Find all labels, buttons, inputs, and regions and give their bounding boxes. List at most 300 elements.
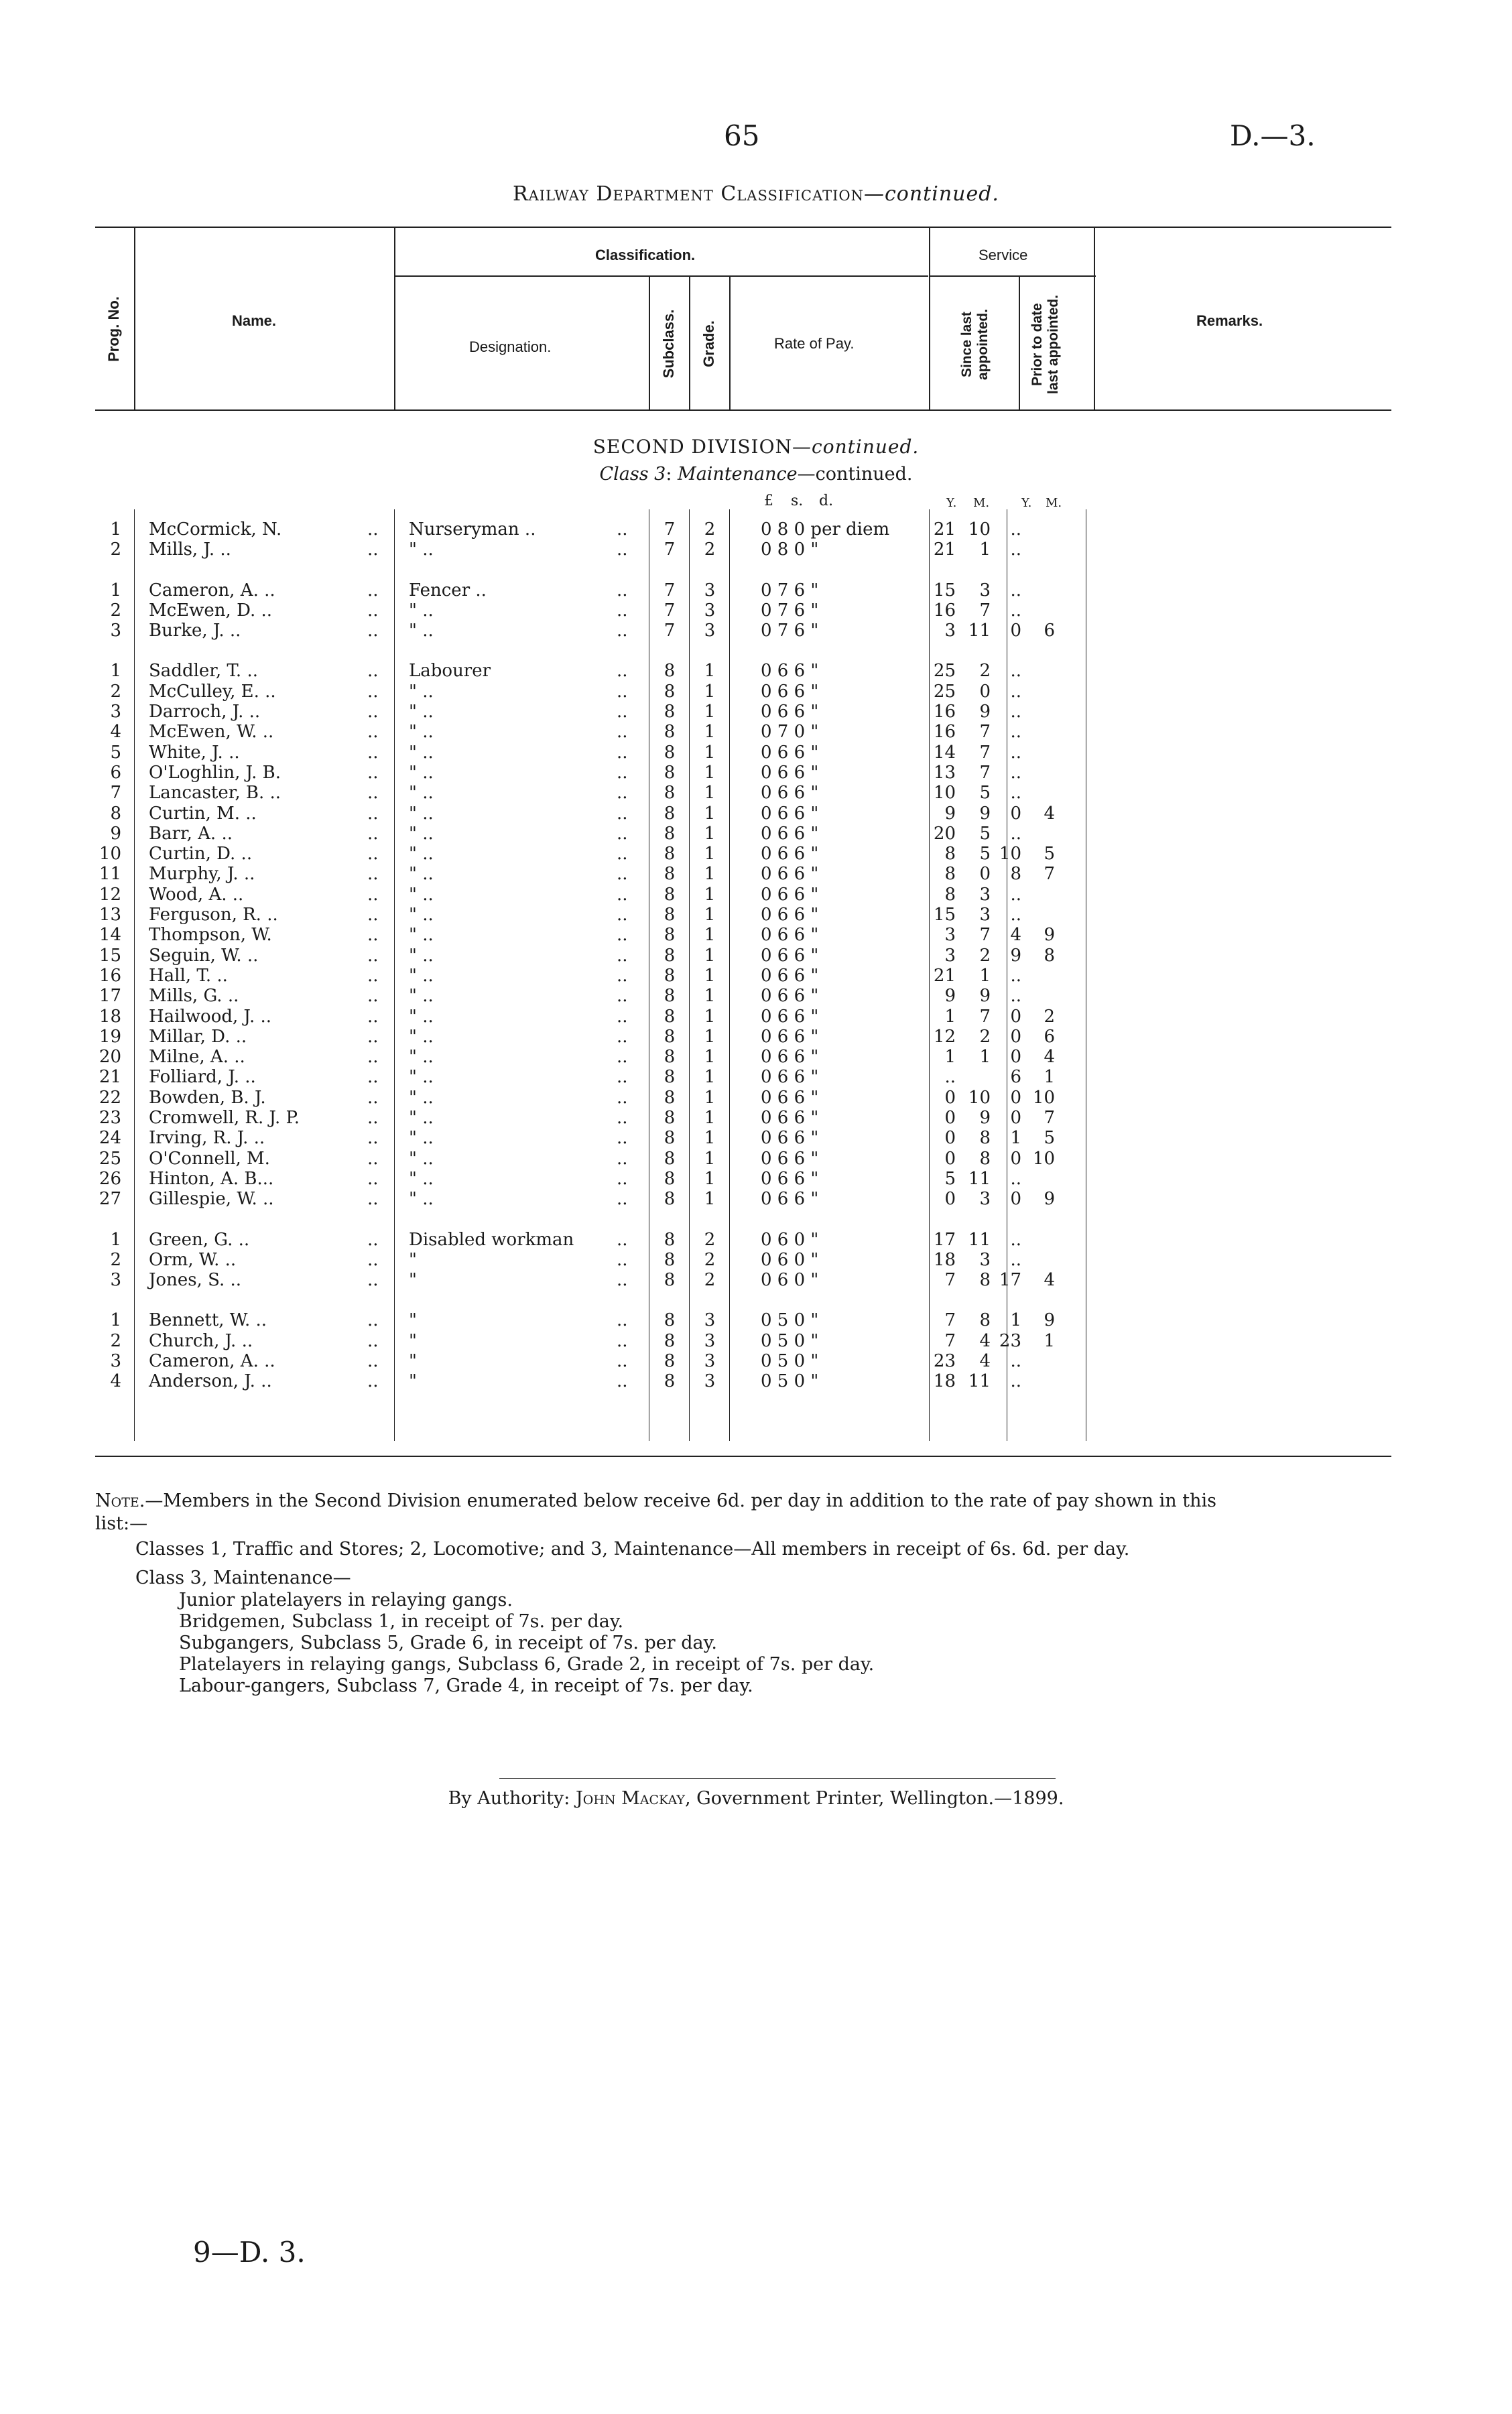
prog-number: 13 (99, 905, 121, 925)
leader-dots: .. (367, 1128, 379, 1148)
leader-dots: .. (617, 1149, 628, 1169)
leader-dots: .. (367, 885, 379, 905)
employee-name: Hall, T. .. (149, 966, 228, 986)
section-heading (0, 436, 1512, 458)
designation: " .. (409, 1189, 434, 1209)
subclass: 8 (664, 1371, 676, 1391)
header-bottom-rule (95, 409, 1391, 411)
grade: 1 (704, 682, 716, 702)
grade: 1 (704, 783, 716, 803)
employee-name: Bennett, W. .. (149, 1310, 267, 1330)
unit-years-since: Y. (946, 496, 957, 510)
prog-number: 4 (110, 722, 121, 742)
prog-number: 6 (110, 763, 121, 783)
rate-of-pay: 0 5 0 " (761, 1331, 819, 1351)
service-since-months: 3 (979, 1189, 991, 1209)
title-continued: —continued. (864, 182, 999, 206)
table-row (0, 1088, 1512, 1108)
leader-dots: .. (367, 1149, 379, 1169)
leader-dots: .. (367, 844, 379, 864)
employee-name: Jones, S. .. (149, 1270, 242, 1290)
subclass: 8 (664, 743, 676, 763)
subclass: 8 (664, 844, 676, 864)
vrule-3 (649, 277, 650, 411)
authority-suffix: , Government Printer, Wellington.—1899. (684, 1788, 1064, 1809)
table-row (0, 682, 1512, 702)
employee-name: Curtin, M. .. (149, 804, 257, 824)
leader-dots: .. (367, 1088, 379, 1108)
service-since-years: 7 (944, 1310, 956, 1330)
designation: " .. (409, 763, 434, 783)
grade: 3 (704, 1351, 716, 1371)
grade: 1 (704, 1088, 716, 1108)
employee-name: Seguin, W. .. (149, 946, 259, 966)
service-prior-years: 0 (1010, 1027, 1021, 1047)
leader-dots: .. (617, 1250, 628, 1270)
leader-dots: .. (367, 1270, 379, 1290)
table-row (0, 824, 1512, 844)
class-continued: —continued. (797, 464, 913, 485)
leader-dots: .. (367, 804, 379, 824)
leader-dots: .. (367, 763, 379, 783)
leader-dots: .. (367, 1371, 379, 1391)
leader-dots: .. (367, 864, 379, 884)
service-since-months: 5 (979, 783, 991, 803)
leader-dots: .. (617, 1088, 628, 1108)
employee-name: Ferguson, R. .. (149, 905, 278, 925)
employee-name: Saddler, T. .. (149, 661, 258, 681)
leader-dots: .. (617, 1027, 628, 1047)
service-since-months: 7 (979, 763, 991, 783)
service-since-months: 4 (979, 1351, 991, 1371)
service-since-years: 16 (933, 722, 956, 742)
subclass: 8 (664, 1310, 676, 1330)
leader-dots: .. (617, 763, 628, 783)
prog-number: 10 (99, 844, 121, 864)
subclass: 8 (664, 1007, 676, 1027)
rate-of-pay: 0 6 6 " (761, 1169, 819, 1189)
service-prior-months: 9 (1044, 925, 1055, 945)
service-since-months: 2 (979, 946, 991, 966)
grade: 1 (704, 824, 716, 844)
employee-name: Church, J. .. (149, 1331, 253, 1351)
grade: 2 (704, 1270, 716, 1290)
header-service: Service (979, 247, 1028, 263)
leader-dots: .. (617, 986, 628, 1006)
leader-dots: .. (367, 661, 379, 681)
prog-number: 17 (99, 986, 121, 1006)
designation: " .. (409, 539, 434, 560)
employee-name: Hailwood, J. .. (149, 1007, 272, 1027)
leader-dots: .. (617, 600, 628, 621)
service-since-months: 0 (979, 864, 991, 884)
table-row (0, 1027, 1512, 1047)
service-since-years: 8 (944, 864, 956, 884)
prog-number: 26 (99, 1169, 121, 1189)
rate-of-pay: 0 6 6 " (761, 986, 819, 1006)
subclass: 8 (664, 966, 676, 986)
note-item: Junior platelayers in relaying gangs. (179, 1590, 513, 1610)
table-row (0, 1149, 1512, 1169)
leader-dots: .. (367, 966, 379, 986)
prog-number: 3 (110, 1351, 121, 1371)
service-since-years: 3 (944, 925, 956, 945)
designation: " (409, 1310, 417, 1330)
designation: " .. (409, 722, 434, 742)
grade: 3 (704, 621, 716, 641)
service-prior-months: 4 (1044, 804, 1055, 824)
grade: 1 (704, 986, 716, 1006)
service-since-years: 16 (933, 600, 956, 621)
table-row (0, 885, 1512, 905)
printer-authority (0, 1788, 1512, 1809)
employee-name: Orm, W. .. (149, 1250, 237, 1270)
employee-name: Gillespie, W. .. (149, 1189, 274, 1209)
service-prior-years: .. (1010, 1169, 1021, 1189)
rate-of-pay: 0 6 6 " (761, 804, 819, 824)
service-prior-years: 0 (1010, 1047, 1021, 1067)
employee-name: Cameron, A. .. (149, 1351, 275, 1371)
service-since-years: 7 (944, 1270, 956, 1290)
class-label: Class 3 (599, 464, 666, 485)
page-title (0, 182, 1512, 206)
rate-of-pay: 0 6 6 " (761, 966, 819, 986)
service-prior-years: .. (1010, 519, 1021, 539)
service-prior-years: .. (1010, 783, 1021, 803)
service-since-years: 1 (944, 1007, 956, 1027)
subclass: 8 (664, 1270, 676, 1290)
table-row (0, 966, 1512, 986)
rate-of-pay: 0 8 0 " (761, 539, 819, 560)
subclass: 8 (664, 1331, 676, 1351)
rate-of-pay: 0 6 6 " (761, 824, 819, 844)
prog-number: 3 (110, 621, 121, 641)
unit-months-prior: M. (1046, 496, 1062, 510)
leader-dots: .. (367, 783, 379, 803)
header-grade: Grade. (700, 320, 717, 367)
grade: 2 (704, 1230, 716, 1250)
service-since-months: 11 (968, 621, 991, 641)
rate-of-pay: 0 5 0 " (761, 1310, 819, 1330)
grade: 2 (704, 539, 716, 560)
leader-dots: .. (617, 925, 628, 945)
note-label: Note (95, 1490, 139, 1511)
note-item: Labour-gangers, Subclass 7, Grade 4, in receipt of 7s. per day. (179, 1675, 753, 1696)
service-since-months: 11 (968, 1169, 991, 1189)
designation: " .. (409, 783, 434, 803)
service-prior-years: 0 (1010, 1088, 1021, 1108)
leader-dots: .. (617, 743, 628, 763)
table-row (0, 600, 1512, 621)
employee-name: Milne, A. .. (149, 1047, 245, 1067)
grade: 1 (704, 722, 716, 742)
rate-of-pay: 0 6 6 " (761, 1027, 819, 1047)
service-since-months: 5 (979, 844, 991, 864)
prog-number: 3 (110, 702, 121, 722)
leader-dots: .. (617, 1371, 628, 1391)
table-row (0, 864, 1512, 884)
prog-number: 24 (99, 1128, 121, 1148)
employee-name: Wood, A. .. (149, 885, 244, 905)
subclass: 8 (664, 1189, 676, 1209)
rate-of-pay: 0 6 6 " (761, 885, 819, 905)
subclass: 8 (664, 763, 676, 783)
service-prior-years: .. (1010, 1250, 1021, 1270)
leader-dots: .. (617, 1128, 628, 1148)
service-prior-years: .. (1010, 682, 1021, 702)
prog-number: 8 (110, 804, 121, 824)
rate-of-pay: 0 6 6 " (761, 1088, 819, 1108)
page-number: 65 (724, 119, 760, 152)
subclass: 8 (664, 804, 676, 824)
table-row (0, 925, 1512, 945)
leader-dots: .. (367, 1027, 379, 1047)
rate-of-pay: 0 6 6 " (761, 1108, 819, 1128)
grade: 1 (704, 925, 716, 945)
service-prior-years: .. (1010, 1230, 1021, 1250)
subclass: 8 (664, 1250, 676, 1270)
service-since-years: 5 (944, 1169, 956, 1189)
prog-number: 23 (99, 1108, 121, 1128)
employee-name: Darroch, J. .. (149, 702, 261, 722)
service-prior-years: .. (1010, 661, 1021, 681)
authority-rule (499, 1778, 1056, 1779)
leader-dots: .. (617, 1067, 628, 1087)
service-since-months: 8 (979, 1149, 991, 1169)
service-since-years: 0 (944, 1149, 956, 1169)
leader-dots: .. (617, 844, 628, 864)
unit-months-since: M. (973, 496, 990, 510)
service-since-months: 0 (979, 682, 991, 702)
prog-number: 5 (110, 743, 121, 763)
table-row (0, 946, 1512, 966)
grade: 3 (704, 600, 716, 621)
service-since-months: 9 (979, 986, 991, 1006)
service-since-years: 18 (933, 1250, 956, 1270)
subclass: 7 (664, 519, 676, 539)
leader-dots: .. (617, 1310, 628, 1330)
subclass: 8 (664, 1230, 676, 1250)
grade: 1 (704, 1149, 716, 1169)
table-row (0, 1007, 1512, 1027)
rate-of-pay: 0 6 6 " (761, 783, 819, 803)
leader-dots: .. (367, 1230, 379, 1250)
leader-dots: .. (367, 682, 379, 702)
service-prior-years: 0 (1010, 804, 1021, 824)
service-since-years: 10 (933, 783, 956, 803)
leader-dots: .. (617, 946, 628, 966)
employee-name: Murphy, J. .. (149, 864, 255, 884)
service-since-years: 14 (933, 743, 956, 763)
rate-of-pay: 0 7 0 " (761, 722, 819, 742)
employee-name: McCulley, E. .. (149, 682, 276, 702)
service-since-months: 2 (979, 661, 991, 681)
header-name: Name. (232, 312, 277, 329)
note-item: Platelayers in relaying gangs, Subclass 6, Grade 2, in receipt of 7s. per day. (179, 1654, 875, 1675)
leader-dots: .. (367, 1047, 379, 1067)
subclass: 8 (664, 885, 676, 905)
table-row (0, 702, 1512, 722)
table-row (0, 1189, 1512, 1209)
designation: " .. (409, 1007, 434, 1027)
table-row (0, 1351, 1512, 1371)
employee-name: White, J. .. (149, 743, 240, 763)
designation: " .. (409, 600, 434, 621)
leader-dots: .. (367, 722, 379, 742)
table-row (0, 1169, 1512, 1189)
rate-of-pay: 0 8 0 per diem (761, 519, 890, 539)
rate-of-pay: 0 7 6 " (761, 621, 819, 641)
leader-dots: .. (617, 539, 628, 560)
grade: 1 (704, 1169, 716, 1189)
leader-dots: .. (367, 1067, 379, 1087)
service-prior-years: .. (1010, 702, 1021, 722)
employee-name: Mills, G. .. (149, 986, 239, 1006)
designation: " .. (409, 682, 434, 702)
service-since-years: 25 (933, 661, 956, 681)
service-prior-years: .. (1010, 580, 1021, 600)
table-row (0, 722, 1512, 742)
designation: " .. (409, 1027, 434, 1047)
service-since-months: 7 (979, 1007, 991, 1027)
rate-of-pay: 0 6 0 " (761, 1250, 819, 1270)
title-main: Railway Department Classification (513, 182, 864, 206)
vrule-4 (689, 277, 690, 411)
service-since-years: 23 (933, 1351, 956, 1371)
employee-name: Green, G. .. (149, 1230, 250, 1250)
table-bottom-rule (95, 1456, 1391, 1457)
note-intro-list: list:— (95, 1513, 148, 1534)
service-since-months: 1 (979, 1047, 991, 1067)
employee-name: Barr, A. .. (149, 824, 233, 844)
leader-dots: .. (617, 864, 628, 884)
grade: 3 (704, 1310, 716, 1330)
vrule-8 (1094, 227, 1095, 411)
prog-number: 22 (99, 1088, 121, 1108)
service-prior-months: 6 (1044, 621, 1055, 641)
subclass: 8 (664, 702, 676, 722)
table-row (0, 1128, 1512, 1148)
leader-dots: .. (367, 1310, 379, 1330)
designation: " .. (409, 986, 434, 1006)
prog-number: 1 (110, 661, 121, 681)
service-prior-months: 8 (1044, 946, 1055, 966)
service-since-months: 9 (979, 1108, 991, 1128)
prog-number: 14 (99, 925, 121, 945)
leader-dots: .. (367, 1250, 379, 1270)
service-since-months: 10 (968, 1088, 991, 1108)
subclass: 7 (664, 600, 676, 621)
subclass: 8 (664, 1108, 676, 1128)
leader-dots: .. (367, 621, 379, 641)
rate-of-pay: 0 6 6 " (761, 1007, 819, 1027)
subclass: 8 (664, 661, 676, 681)
service-prior-years: .. (1010, 743, 1021, 763)
table-row (0, 621, 1512, 641)
subclass: 8 (664, 946, 676, 966)
rate-of-pay: 0 6 0 " (761, 1230, 819, 1250)
designation: " .. (409, 824, 434, 844)
service-prior-years: 1 (1010, 1128, 1021, 1148)
designation: " .. (409, 905, 434, 925)
designation: " .. (409, 743, 434, 763)
service-since-months: 9 (979, 702, 991, 722)
subclass: 8 (664, 1047, 676, 1067)
table-row (0, 844, 1512, 864)
rate-of-pay: 0 6 6 " (761, 763, 819, 783)
service-prior-years: 4 (1010, 925, 1021, 945)
service-since-months: 8 (979, 1128, 991, 1148)
grade: 3 (704, 1371, 716, 1391)
employee-name: Lancaster, B. .. (149, 783, 281, 803)
designation: " .. (409, 1088, 434, 1108)
grade: 1 (704, 885, 716, 905)
prog-number: 19 (99, 1027, 121, 1047)
designation: " (409, 1250, 417, 1270)
prog-number: 3 (110, 1270, 121, 1290)
service-since-years: 0 (944, 1088, 956, 1108)
leader-dots: .. (617, 966, 628, 986)
leader-dots: .. (617, 722, 628, 742)
vrule-7 (1019, 277, 1020, 411)
employee-name: Millar, D. .. (149, 1027, 247, 1047)
leader-dots: .. (367, 1331, 379, 1351)
table-row (0, 1067, 1512, 1087)
service-since-months: 7 (979, 925, 991, 945)
employee-name: O'Connell, M. (149, 1149, 270, 1169)
leader-dots: .. (617, 682, 628, 702)
class-heading (0, 464, 1512, 485)
table-row (0, 539, 1512, 560)
table-row (0, 1310, 1512, 1330)
leader-dots: .. (617, 702, 628, 722)
subclass: 8 (664, 1351, 676, 1371)
employee-name: Thompson, W. (149, 925, 272, 945)
employee-name: Irving, R. J. .. (149, 1128, 265, 1148)
rate-of-pay: 0 6 6 " (761, 661, 819, 681)
grade: 1 (704, 864, 716, 884)
employee-name: Bowden, B. J. (149, 1088, 266, 1108)
service-prior-years: 0 (1010, 1189, 1021, 1209)
service-since-months: 8 (979, 1310, 991, 1330)
service-prior-years: .. (1010, 1351, 1021, 1371)
header-remarks: Remarks. (1196, 312, 1263, 329)
subclass: 8 (664, 682, 676, 702)
subclass: 8 (664, 905, 676, 925)
service-since-months: 3 (979, 580, 991, 600)
service-prior-months: 4 (1044, 1047, 1055, 1067)
grade: 1 (704, 763, 716, 783)
designation: " .. (409, 925, 434, 945)
footer-reference: 9—D. 3. (193, 2236, 306, 2269)
prog-number: 2 (110, 600, 121, 621)
service-since-years: 16 (933, 702, 956, 722)
employee-name: McEwen, W. .. (149, 722, 274, 742)
grade: 1 (704, 844, 716, 864)
grade: 1 (704, 661, 716, 681)
designation: " .. (409, 702, 434, 722)
prog-number: 27 (99, 1189, 121, 1209)
prog-number: 20 (99, 1047, 121, 1067)
designation: " .. (409, 946, 434, 966)
employee-name: Folliard, J. .. (149, 1067, 256, 1087)
service-since-years: 15 (933, 905, 956, 925)
service-prior-months: 10 (1032, 1088, 1055, 1108)
table-row (0, 804, 1512, 824)
service-prior-years: 17 (999, 1270, 1021, 1290)
leader-dots: .. (617, 1047, 628, 1067)
designation: " (409, 1371, 417, 1391)
